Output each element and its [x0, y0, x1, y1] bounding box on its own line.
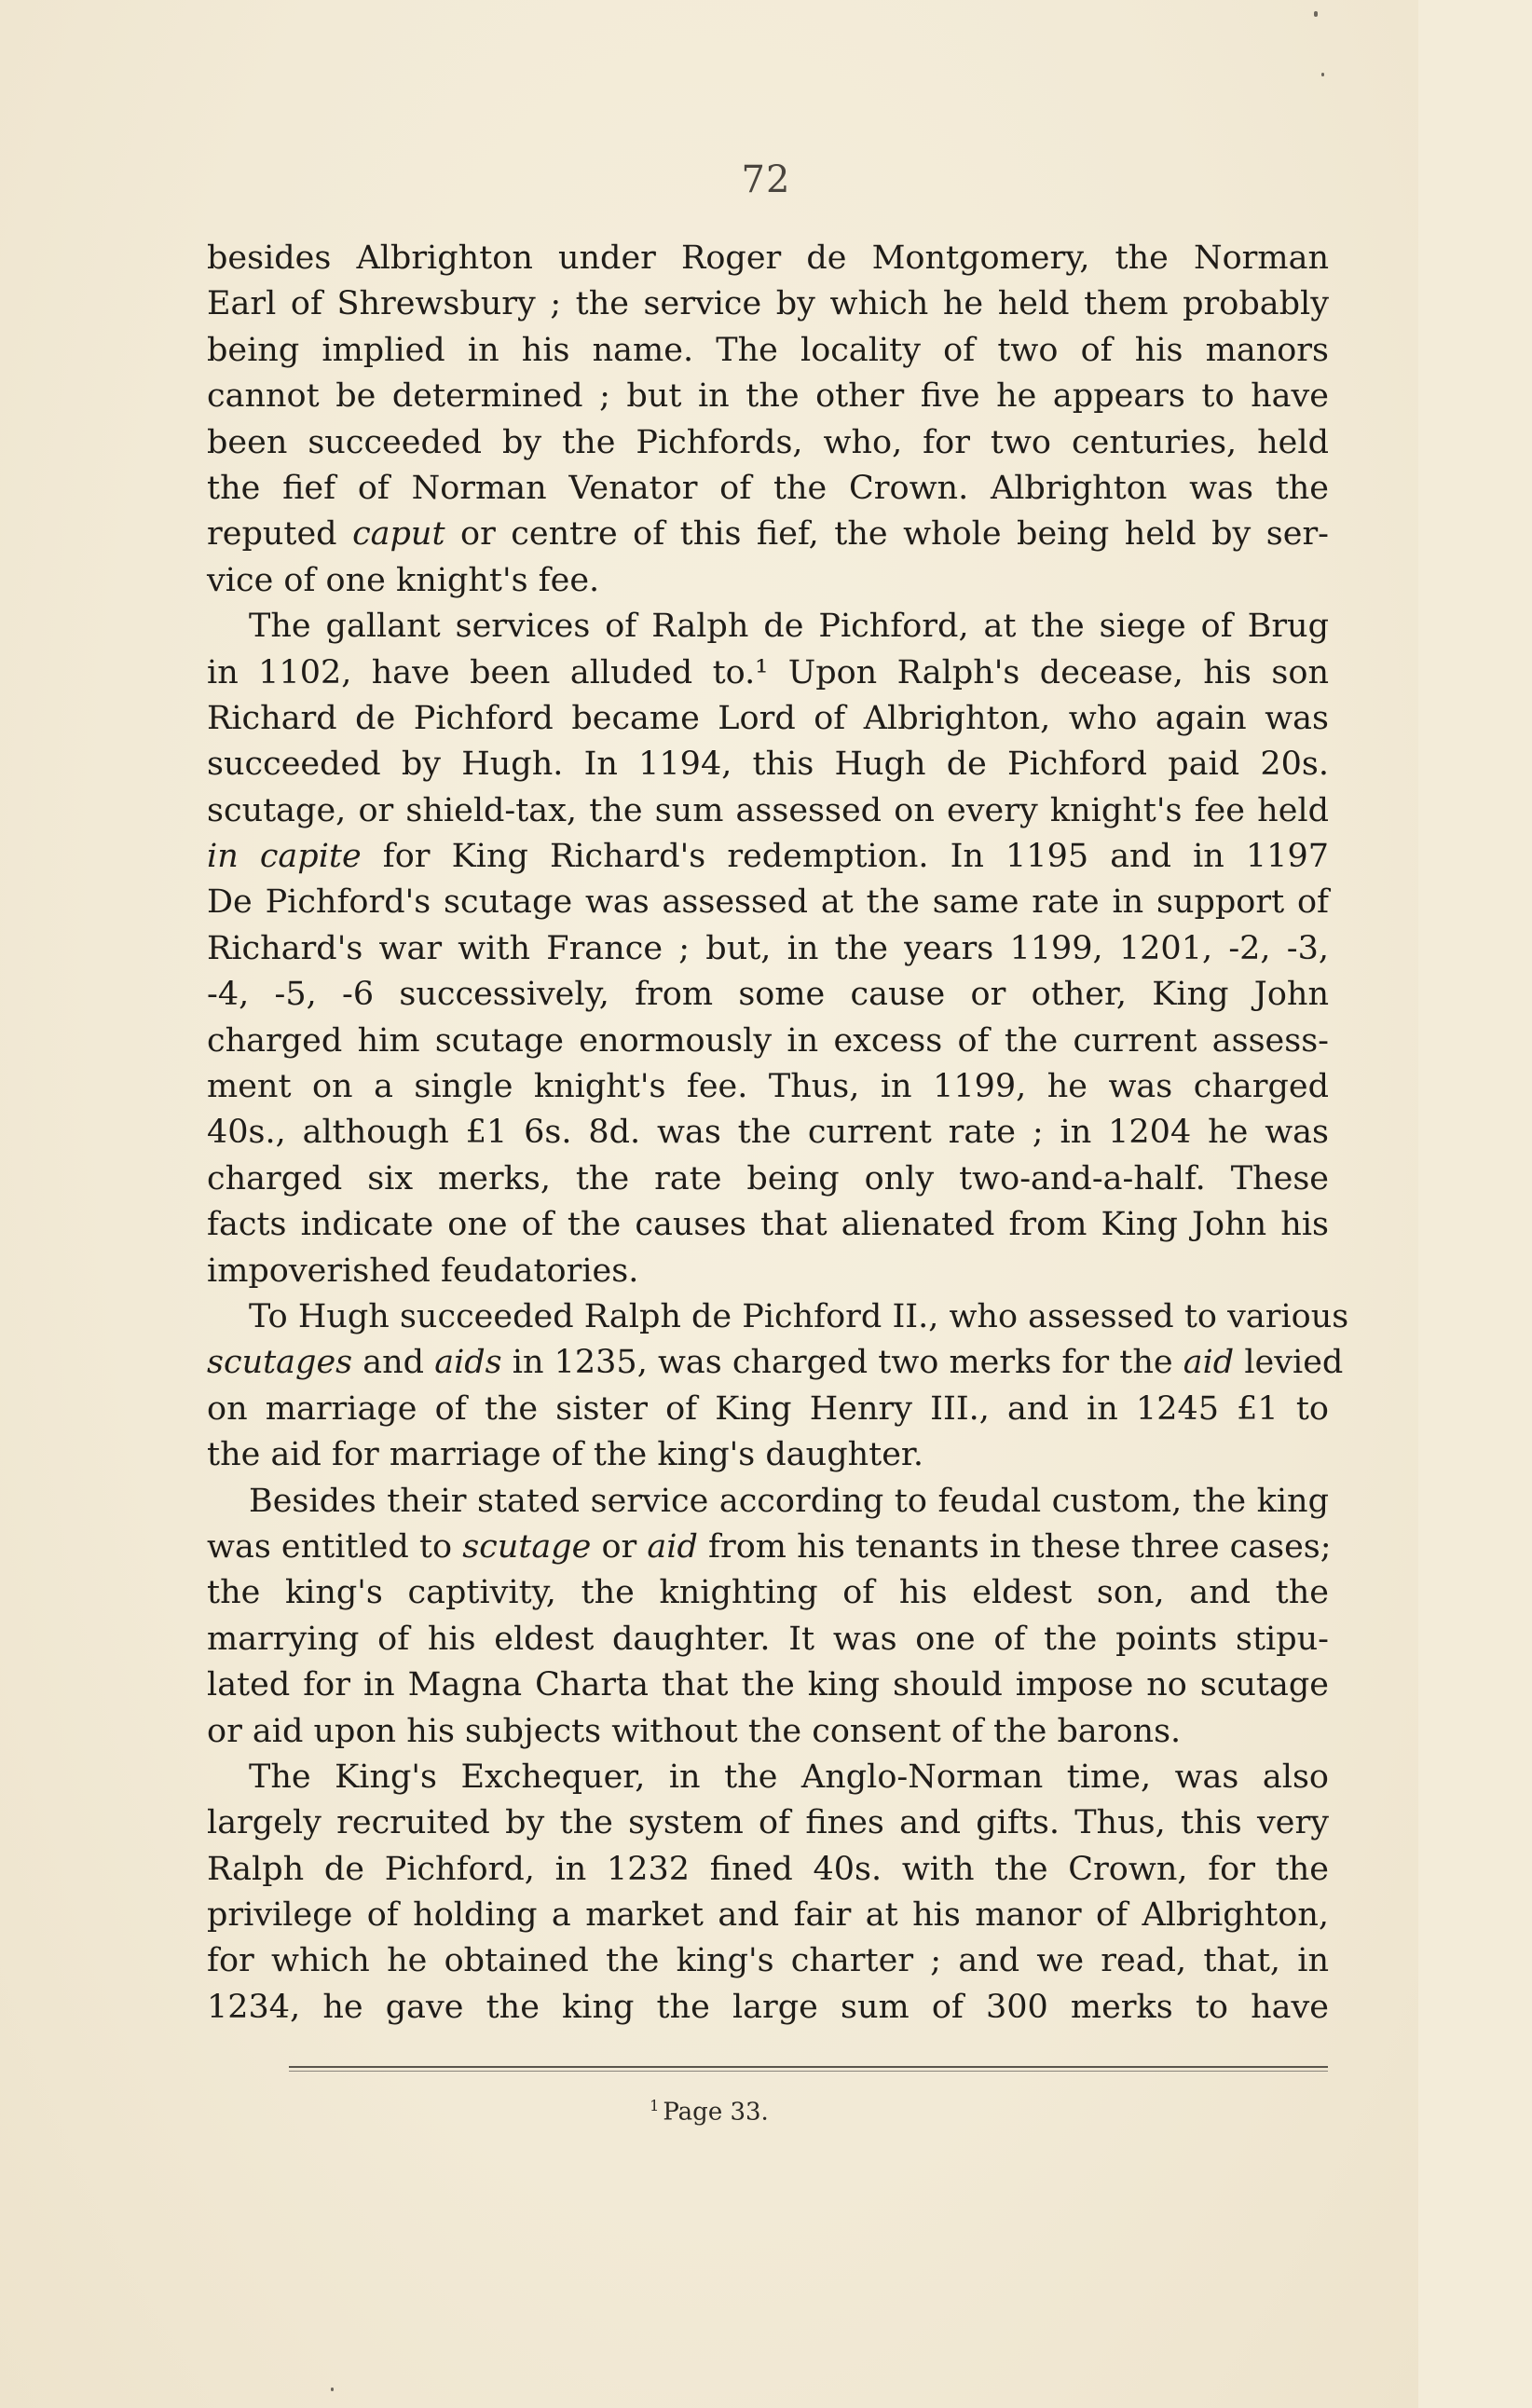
italic-text: scutages	[207, 1344, 353, 1382]
line-text-part: or centre of this fief, the whole being held by ser-	[445, 515, 1330, 554]
text-line: besides Albrighton under Roger de Montgomery, the Norman	[207, 239, 1329, 277]
paper-speck	[331, 2387, 334, 2391]
text-line	[207, 512, 1329, 557]
text-line: the king's captivity, the knighting of his eldest son, and the	[207, 1574, 1329, 1612]
text-line: on marriage of the sister of King Henry III., and in 1245 £1 to	[207, 1389, 1329, 1428]
italic-text: caput	[352, 515, 445, 554]
text-line: for which he obtained the king's charter ; and we read, that, in	[207, 1942, 1329, 1980]
text-line: -4, -5, -6 successively, from some cause or other, King John	[207, 976, 1329, 1014]
text-line: been succeeded by the Pichfords, who, for two centuries, held	[207, 423, 1329, 461]
line-text-part: from his tenants in these three cases;	[697, 1527, 1332, 1566]
text-line: ment on a single knight's fee. Thus, in 1199, he was charged	[207, 1068, 1329, 1106]
line-text-part: in 1235, was charged two merks for the	[501, 1344, 1183, 1382]
italic-text: aid	[647, 1527, 698, 1566]
text-line	[207, 834, 1329, 880]
italic-text: in capite	[207, 838, 362, 876]
text-line: being implied in his name. The locality of two of his manors	[207, 331, 1329, 369]
footnote	[0, 2097, 1418, 2127]
text-line: Besides their stated service according to feudal custom, the king	[249, 1482, 1329, 1520]
text-line: the aid for marriage of the king's daughter.	[207, 1436, 923, 1474]
text-line: lated for in Magna Charta that the king should impose no scutage	[207, 1666, 1329, 1704]
footnote-rule	[289, 2066, 1328, 2068]
italic-text: scutage	[462, 1527, 592, 1566]
text-line: vice of one knight's fee.	[207, 561, 600, 599]
text-line: cannot be determined ; but in the other five he appears to have	[207, 377, 1329, 416]
text-line: Ralph de Pichford, in 1232 fined 40s. with the Crown, for the	[207, 1850, 1329, 1888]
text-line: in 1102, have been alluded to.¹ Upon Ralph's decease, his son	[207, 653, 1329, 691]
text-line: charged him scutage enormously in excess of the current assess-	[207, 1021, 1329, 1060]
text-line: To Hugh succeeded Ralph de Pichford II., who assessed to various	[249, 1297, 1349, 1335]
text-line: 40s., although £1 6s. 8d. was the current rate ; in 1204 he was	[207, 1114, 1329, 1152]
italic-text: aids	[434, 1344, 502, 1382]
footnote-marker: 1	[650, 2097, 660, 2114]
text-line: impoverished feudatories.	[207, 1252, 639, 1290]
footnote-text: Page 33.	[663, 2098, 769, 2127]
text-line	[207, 1525, 1332, 1570]
text-line: succeeded by Hugh. In 1194, this Hugh de Pichford paid 20s.	[207, 746, 1329, 784]
line-text-part: for King Richard's redemption. In 1195 and in 1197	[361, 838, 1329, 876]
text-line: privilege of holding a market and fair at his manor of Albrighton,	[207, 1896, 1329, 1935]
line-text-part: levied	[1234, 1344, 1344, 1382]
text-line: scutage, or shield-tax, the sum assessed on every knight's fee held	[207, 791, 1329, 829]
text-line: Earl of Shrewsbury ; the service by which he held them probably	[207, 285, 1329, 323]
line-text-part: reputed	[207, 515, 353, 554]
text-line: Richard de Pichford became Lord of Albrighton, who again was	[207, 699, 1329, 737]
text-line: The gallant services of Ralph de Pichford, at the siege of Brug	[249, 608, 1329, 646]
line-text-part: and	[352, 1344, 435, 1382]
text-line: The King's Exchequer, in the Anglo-Norman time, was also	[249, 1758, 1329, 1796]
text-line: facts indicate one of the causes that alienated from King John his	[207, 1206, 1329, 1244]
line-text-part: or	[591, 1527, 648, 1566]
text-line: the fief of Norman Venator of the Crown. Albrighton was the	[207, 469, 1329, 507]
text-line: Richard's war with France ; but, in the years 1199, 1201, -2, -3,	[207, 929, 1329, 967]
paper-speck	[1321, 73, 1324, 76]
text-line: 1234, he gave the king the large sum of 300 merks to have	[207, 1988, 1329, 2026]
paper-speck	[1314, 11, 1318, 17]
text-line: largely recruited by the system of fines and gifts. Thus, this very	[207, 1804, 1329, 1842]
text-line: marrying of his eldest daughter. It was one of the points stipu-	[207, 1620, 1329, 1658]
text-line: charged six merks, the rate being only two-and-a-half. These	[207, 1159, 1329, 1197]
line-text-part: was entitled to	[207, 1527, 463, 1566]
text-line: or aid upon his subjects without the consent of the barons.	[207, 1712, 1182, 1750]
body-text	[207, 236, 1349, 2031]
footnote-rule-secondary	[289, 2071, 1328, 2072]
page-number: 72	[741, 158, 791, 201]
text-line	[207, 1340, 1344, 1386]
italic-text: aid	[1183, 1344, 1235, 1382]
text-line: De Pichford's scutage was assessed at the same rate in support of	[207, 883, 1329, 922]
